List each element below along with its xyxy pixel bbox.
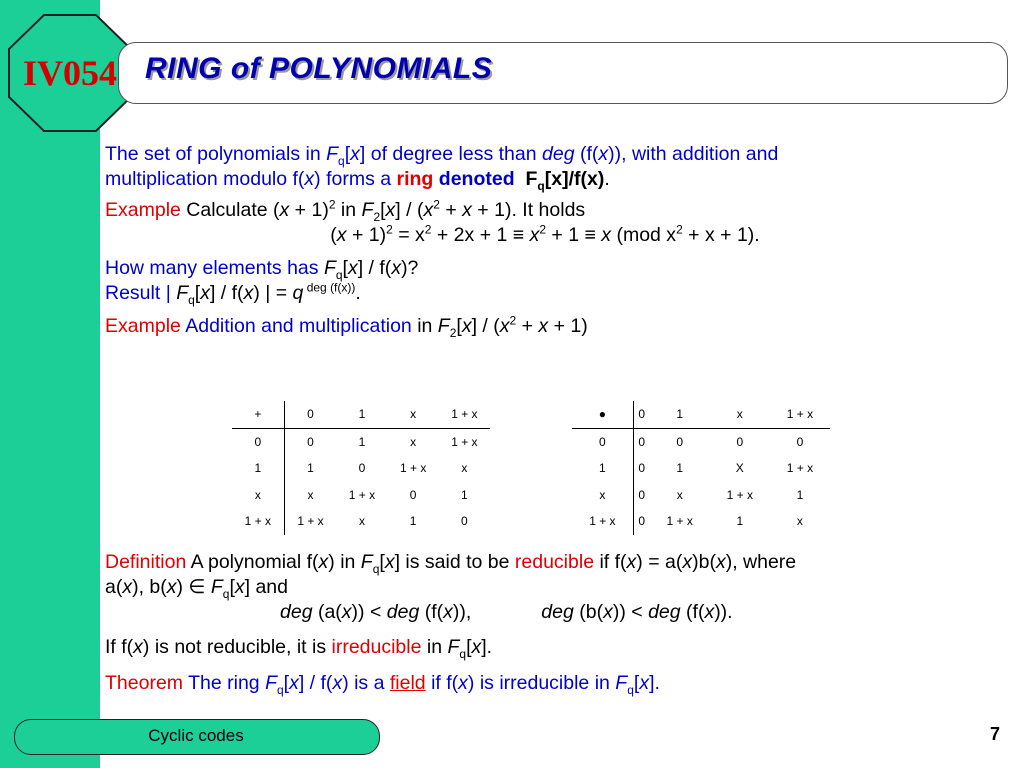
table-cell: 1 + x: [297, 514, 324, 529]
question-line: How many elements has $F_q[x] / f(x)$?: [105, 257, 419, 282]
row-header: x: [232, 482, 284, 509]
operator-symbol: ●: [572, 401, 633, 428]
column-header: 1: [336, 401, 387, 428]
table-header-row: [572, 401, 830, 428]
example-label: Example: [105, 315, 181, 337]
table-cell: 0: [409, 487, 417, 502]
table-cell: 1 + x: [451, 434, 478, 449]
table-cell: 1 + x: [399, 461, 427, 476]
table-cell: 1 + x: [348, 487, 376, 502]
table-row: [232, 428, 490, 455]
definition-paragraph: Definition A polynomial f(x) in $F_q[x]$ is said to be reducible if f(x) = a(x)b(x), where a(x), b(x) ∈ $F_q[x]$ and: [105, 551, 797, 601]
table-cell: x: [796, 514, 803, 529]
table-cell: 1 + x: [666, 514, 693, 529]
table-cell: 1: [358, 434, 366, 449]
slide-title: RING of POLYNOMIALS: [145, 52, 493, 85]
row-header: 0: [232, 428, 284, 455]
column-header: x: [710, 401, 770, 428]
column-header: x: [388, 401, 439, 428]
table-cell: 0: [796, 434, 804, 449]
table-row: [572, 455, 830, 482]
row-header: x: [572, 482, 633, 509]
table-cell: 1 + x: [726, 487, 753, 502]
table-cell: 1: [796, 487, 804, 502]
example-1-equation: $(x + 1)^2 = x^2 + 2x + 1 \equiv x^2 + 1 \equiv x$ (mod $x^2 + x + 1$).: [330, 222, 760, 246]
table-cell: 0: [638, 487, 646, 502]
column-header: 1 + x: [770, 401, 830, 428]
operation-tables: [0, 400, 1024, 535]
example-label: Example: [105, 199, 181, 221]
table-row: [572, 482, 830, 509]
table-cell: X: [735, 461, 744, 476]
table-cell: 1: [307, 461, 314, 476]
page-number: 7: [989, 724, 1000, 744]
definition-label: Definition: [105, 551, 187, 573]
irreducible-line: If f(x) is not reducible, it is irreducible in $F_q[x]$.: [105, 636, 493, 661]
table-cell: 1: [676, 461, 684, 476]
ring-keyword: ring: [396, 168, 434, 190]
example-2: Example Addition and multiplication in $F_2[x] / (x^2 + x + 1)$: [105, 313, 588, 340]
table-row: [572, 428, 830, 455]
table-row: [572, 508, 830, 535]
table-cell: 1: [461, 487, 468, 502]
table-cell: 1: [736, 514, 744, 529]
table-cell: 1: [409, 514, 417, 529]
row-header: 1 + x: [572, 508, 633, 535]
table-cell: 0: [736, 434, 744, 449]
column-header: 0: [284, 401, 336, 428]
table-row: [232, 508, 490, 535]
addition-table: [232, 401, 490, 535]
slide-content-lower: [105, 550, 985, 696]
table-cell: 0: [461, 514, 468, 529]
theorem-label: Theorem: [105, 672, 184, 694]
course-code: IV054: [22, 53, 117, 93]
column-header: 1: [650, 401, 710, 428]
row-header: 1 + x: [232, 508, 284, 535]
table-header-row: [232, 401, 490, 428]
table-cell: x: [461, 461, 468, 476]
table-cell: 0: [676, 434, 684, 449]
field-keyword: field: [389, 672, 426, 694]
table-cell: 0: [638, 434, 646, 449]
table-cell: 0: [638, 461, 646, 476]
table-row: [232, 455, 490, 482]
table-cell: x: [307, 487, 314, 502]
intro-paragraph: The set of polynomials in $F_q[x]$ of degree less than deg (f(x)), with addition and multiplication modulo f(x) forms a ring denoted $F_q[x]/f(x)$.: [105, 143, 779, 193]
table-cell: 0: [358, 461, 366, 476]
table-cell: x: [676, 487, 683, 502]
multiplication-table: [572, 401, 830, 535]
table-cell: 0: [638, 514, 646, 529]
table-cell: 0: [307, 434, 314, 449]
example-1: Example Calculate $(x + 1)^2$ in $F_2[x] / (x^2 + x + 1)$. It holds: [105, 197, 586, 224]
row-header: 1: [232, 455, 284, 482]
column-header: 1 + x: [439, 401, 490, 428]
row-header: 0: [572, 428, 633, 455]
row-header: 1: [572, 455, 633, 482]
result-line: Result | $F_q[x] / f(x)$ | = q $^{deg (f(x))}$.: [105, 280, 361, 307]
operator-symbol: +: [232, 401, 284, 428]
table-cell: 1 + x: [786, 461, 814, 476]
theorem-line: Theorem The ring $F_q[x] / f(x)$ is a field if f(x) is irreducible in $F_q[x]$.: [105, 672, 660, 697]
irreducible-keyword: irreducible: [331, 636, 422, 658]
column-header: 0: [633, 401, 649, 428]
slide-content: [105, 142, 985, 339]
table-row: [232, 482, 490, 509]
reducible-keyword: reducible: [514, 551, 595, 573]
table-cell: x: [410, 434, 417, 449]
table-cell: x: [358, 514, 365, 529]
footer-title: Cyclic codes: [148, 726, 244, 745]
degree-conditions: deg (a(x)) < deg (f(x)), deg (b(x)) < deg (f(x)).: [280, 601, 733, 623]
